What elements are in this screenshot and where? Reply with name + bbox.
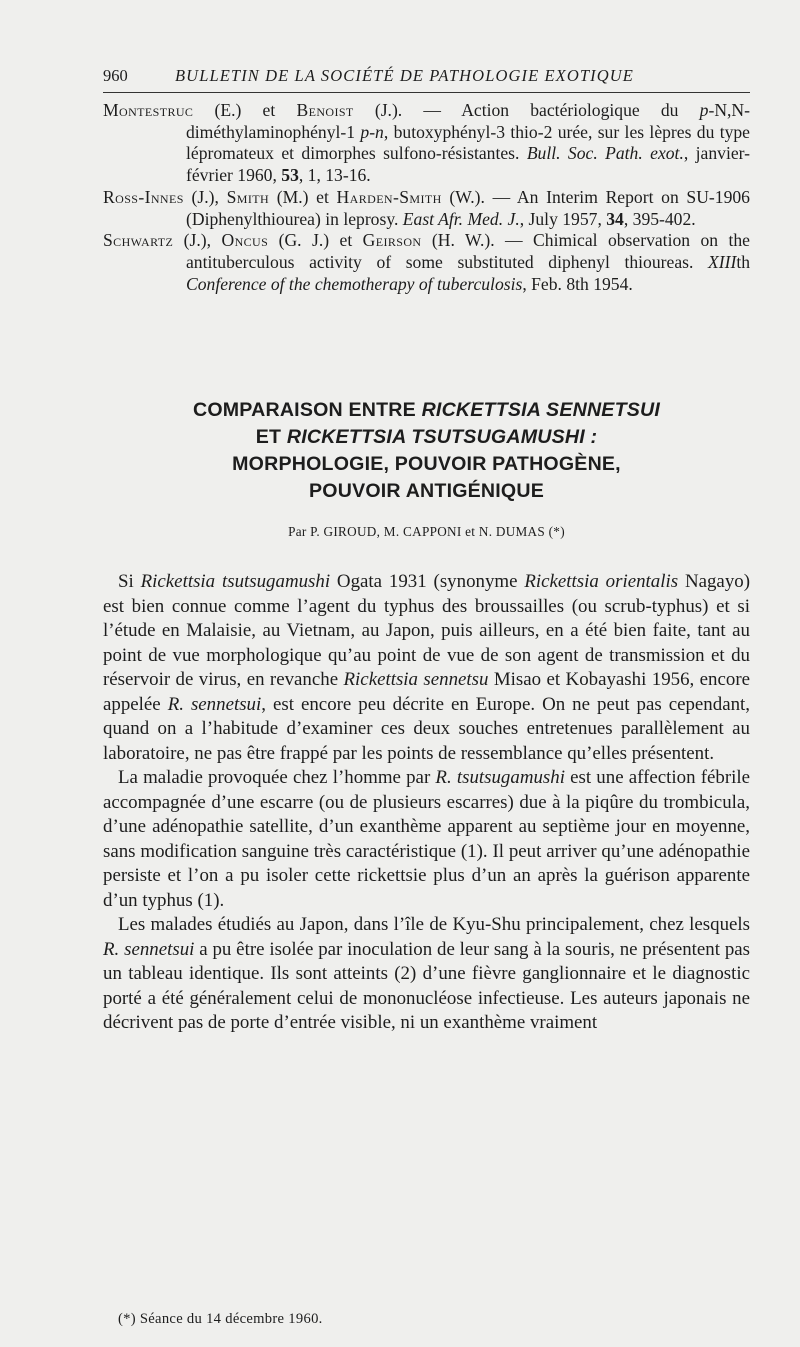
ref-author: Harden-Smith xyxy=(336,186,442,207)
reference-list xyxy=(103,100,750,295)
ref-text: (J.), xyxy=(173,230,222,251)
paragraph xyxy=(103,913,750,1036)
page-number: 960 xyxy=(103,66,128,85)
ref-text: (M.) et xyxy=(269,186,337,207)
title-text: ET xyxy=(255,426,287,448)
ref-text: (W.). — An Interim Report on SU-1906 (Diphenylthiourea) in leprosy. xyxy=(186,186,750,229)
ref-author: Benoist xyxy=(296,100,354,120)
body-text: , est encore peu décrite en Europe. On ne peut pas cependant, quand on a l’habitude d’examiner ces deux souches entretenues parallèlement au laboratoire, ne pas être frappé par les points de ressemblance qu’elles présentent. xyxy=(103,693,751,764)
title-line xyxy=(103,424,750,451)
ref-text: (E.) et xyxy=(193,100,297,120)
body-text: est une affection fébrile accompagnée d’une escarre (ou de plusieurs escarres) due à la piqûre du trombicula, d’une adénopathie satellite, d’un exanthème apparent au septième jour en moyenne, sans modification sanguine très caractéristique (1). Il peut arriver qu’une adénopathie persiste et l’on a pu isoler cette rickettsie plus d’un an après la guérison apparente d’un typhus (1). xyxy=(103,767,750,911)
paragraph xyxy=(103,766,750,913)
ref-text-italic: p xyxy=(699,100,709,120)
ref-volume: 34 xyxy=(606,208,624,229)
ref-text: (J.), xyxy=(183,186,227,207)
ref-text: (G. J.) et xyxy=(268,230,363,251)
body-text: Les malades étudiés au Japon, dans l’île de Kyu-Shu principalement, chez lesquels xyxy=(118,914,750,935)
reference-montestruc xyxy=(103,100,750,187)
ref-text: th xyxy=(736,251,750,272)
ref-author: Smith xyxy=(226,186,270,207)
title-text: COMPARAISON ENTRE xyxy=(193,399,422,421)
title-line: MORPHOLOGIE, POUVOIR PATHOGÈNE, xyxy=(232,453,621,475)
ref-author: Oncus xyxy=(221,230,269,251)
species-name: R. tsutsugamushi xyxy=(435,767,565,788)
species-name: Rickettsia orientalis xyxy=(524,571,679,592)
ref-text: , July 1957, xyxy=(519,208,607,229)
title-line: POUVOIR ANTIGÉNIQUE xyxy=(309,480,544,502)
running-header xyxy=(103,64,750,93)
body-text: Si xyxy=(118,571,141,592)
ref-text: , janvier-février 1960, xyxy=(186,143,751,186)
author-byline: Par P. GIROUD, M. CAPPONI et N. DUMAS (*) xyxy=(288,524,565,539)
ref-author: Schwartz xyxy=(103,230,174,251)
body-text: La maladie provoquée chez l’homme par xyxy=(118,767,436,788)
ref-author: Ross-Innes xyxy=(103,186,184,207)
title-text-italic: RICKETTSIA SENNETSUI xyxy=(421,399,660,421)
ref-text: , 395-402. xyxy=(623,208,696,229)
ref-conference: XIII xyxy=(707,251,737,272)
article-title xyxy=(103,397,750,505)
body-text: a pu être isolée par inoculation de leur sang à la souris, ne présentent pas un tableau identique. Ils sont atteints (2) d’une fièvre ganglionnaire et le diagnostic porté a été généralement celui de mononucléose infectieuse. Les auteurs japonais ne décrivent pas de porte d’entrée visible, ni un exanthème vraiment xyxy=(103,938,750,1033)
ref-conference: Conference of the chemotherapy of tuberculosis xyxy=(186,273,523,294)
ref-author: Geirson xyxy=(362,230,422,251)
ref-text: (J.). — Action bactériologique du xyxy=(353,100,700,120)
ref-text: , butoxyphényl-3 thio-2 urée, sur les lèpres du type lépromateux et dimorphes sulfono-résistantes. xyxy=(186,121,750,164)
species-name: Rickettsia tsutsugamushi xyxy=(140,571,331,592)
ref-volume: 53 xyxy=(281,165,299,186)
journal-title: BULLETIN DE LA SOCIÉTÉ DE PATHOLOGIE EXOTIQUE xyxy=(175,66,634,85)
article-body xyxy=(103,570,750,1036)
ref-journal: Bull. Soc. Path. exot. xyxy=(526,143,684,164)
ref-text-italic: p-n xyxy=(360,121,384,142)
reference-ross-innes xyxy=(103,187,750,230)
reference-schwartz xyxy=(103,230,750,295)
ref-author: Montestruc xyxy=(103,100,194,120)
body-text: Misao et Kobayashi 1956, encore appelée xyxy=(103,669,751,715)
ref-text: , 1, 13-16. xyxy=(298,165,371,186)
species-name: R. sennetsui xyxy=(103,938,195,960)
ref-text: , Feb. 8th 1954. xyxy=(522,273,633,294)
footnote: (*) Séance du 14 décembre 1960. xyxy=(118,1311,323,1327)
ref-text: (H. W.). — Chimical observation on the antituberculous activity of some substituted diphenyl thioureas. xyxy=(186,230,750,272)
title-text-italic: RICKETTSIA TSUTSUGAMUSHI : xyxy=(286,426,598,448)
ref-journal: East Afr. Med. J. xyxy=(402,208,520,229)
species-name: Rickettsia sennetsu xyxy=(343,669,489,690)
paragraph xyxy=(103,570,750,766)
ref-text: -N,N-diméthylaminophényl-1 xyxy=(186,100,750,142)
title-line xyxy=(103,397,750,424)
body-text: Ogata 1931 (synonyme xyxy=(330,571,525,592)
body-text: Nagayo) est bien connue comme l’agent du typhus des broussailles (ou scrub-typhus) et si l’étude en Malaisie, au Vietnam, au Japon, puis ailleurs, en a été bien faite, tant au point de vue morphologique qu’au point de vue de son agent de transmission et du réservoir de virus, en revanche xyxy=(103,571,751,690)
species-name: R. sennetsui xyxy=(167,693,262,715)
